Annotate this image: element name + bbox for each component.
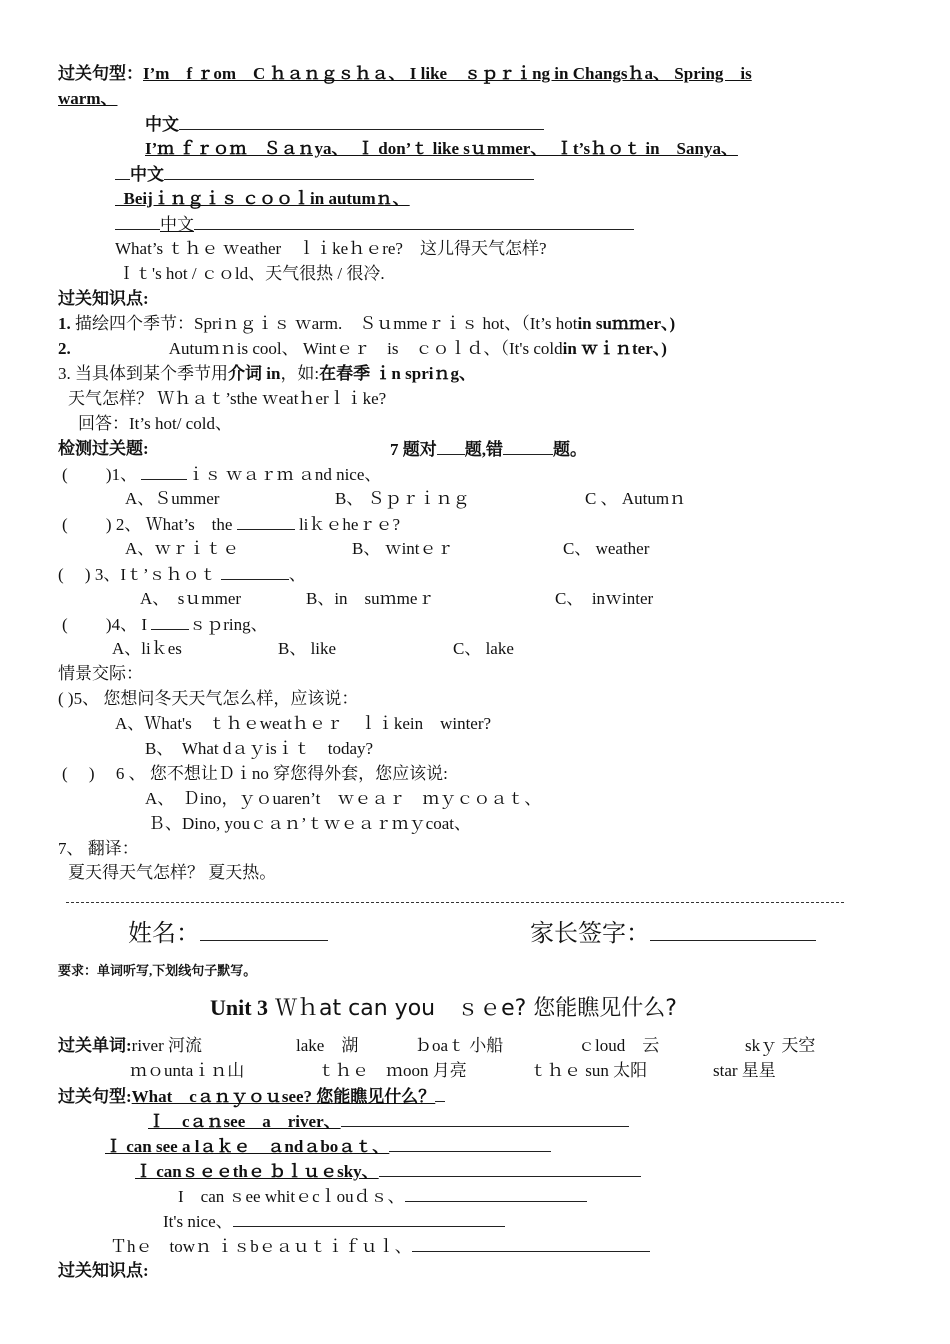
- score-a: 7 题对: [390, 440, 437, 459]
- q1-text: ｉｓ ｗａｒｍ ａnd nice、: [187, 465, 382, 484]
- q4-num: ( )4、 I: [62, 615, 147, 634]
- unit3-sentence-1: [148, 1110, 629, 1133]
- cut-line: [66, 902, 844, 903]
- requirement-note: 要求：单词听写,下划线句子默写。: [58, 963, 257, 978]
- question-2: [62, 513, 400, 536]
- kp1-bold: in suｍｍer、): [577, 314, 676, 333]
- unit3-title: [210, 994, 677, 1023]
- q2-blank[interactable]: [237, 513, 295, 530]
- unit3-sentence-5: [163, 1210, 505, 1233]
- knowledge-point-4: 天气怎样？ Ｗｈａｔ’sthe ｗeatｈerｌｉke?: [68, 389, 387, 408]
- s6-blank[interactable]: [412, 1235, 650, 1252]
- q3-num: ( ) 3、Iｔ’ｓｈｏｔ: [58, 565, 217, 584]
- s5-text: It's nice、: [163, 1212, 233, 1231]
- chinese-blank-2a: [115, 163, 130, 180]
- q2-option-b[interactable]: B、 ｗintｅｒ: [352, 539, 454, 558]
- chinese-blank-2[interactable]: [164, 163, 534, 180]
- unit3-knowledge-label: 过关知识点:: [58, 1261, 149, 1280]
- question-6: ( ) 6 、 您不想让Ｄｉno 穿您得外套，您应该说:: [62, 764, 448, 783]
- knowledge-point-3: [58, 363, 476, 385]
- q3-blank[interactable]: [221, 563, 289, 580]
- score-wrong-blank[interactable]: [503, 438, 553, 455]
- unit3-sentence-label: 过关句型:: [58, 1087, 132, 1106]
- s2-blank[interactable]: [389, 1135, 551, 1152]
- question-5: ( )5、 您想问冬天天气怎么样，应该说：: [58, 689, 359, 708]
- sentence-3: [115, 188, 410, 210]
- q1-blank[interactable]: [141, 463, 187, 480]
- q6-option-b[interactable]: Ｂ、Dino, youｃａｎ’ｔｗｅａｒｍｙcoat、: [148, 814, 471, 833]
- q2-option-c[interactable]: C、 weather: [563, 539, 650, 558]
- word-river: river 河流: [131, 1036, 203, 1055]
- q3-end: 、: [288, 565, 306, 584]
- q3-option-a[interactable]: A、 sｕmmer: [140, 589, 242, 608]
- knowledge-point-5: 回答：It’s hot/ cold、: [78, 414, 232, 433]
- kp3-mid: ，如:: [280, 364, 320, 383]
- chinese-label-1: [145, 113, 544, 136]
- test-label: 检测过关题:: [58, 439, 149, 458]
- unit3-title-bold: Unit 3: [210, 995, 269, 1020]
- q1-num: ( )1、: [62, 465, 138, 484]
- parent-sign-blank[interactable]: [650, 918, 816, 941]
- kp1-num: 1.: [58, 314, 71, 333]
- parent-sign-label: 家长签字：: [530, 921, 650, 947]
- weather-answer: Ｉｔ's hot / ｃｏld、天气很热 / 很冷.: [118, 264, 385, 283]
- kp2-bold: in ｗｉｎter、): [562, 339, 667, 358]
- unit3-words-line-1: [58, 1035, 202, 1057]
- word-sun: ｔｈｅ sun 太阳: [530, 1061, 648, 1080]
- unit3-sentence-line: [58, 1085, 445, 1108]
- sentence-pattern-line-1: [58, 63, 752, 85]
- word-moon: ｔｈｅ ｍoon 月亮: [318, 1061, 467, 1080]
- s1-blank[interactable]: [341, 1110, 629, 1127]
- q4-option-c[interactable]: C、 lake: [453, 639, 514, 658]
- question-7: 7、 翻译：: [58, 839, 139, 858]
- unit3-title-rest: Ｗｈat can you ｓｅe? 您能瞧见什么?: [268, 996, 677, 1021]
- sentence-2: I’ｍ ｆｒｏｍ Ｓａｎya、 Ｉ don’ｔ like sｕmmer、 Ｉt’sｈｏｔ in Sanya、: [145, 139, 738, 158]
- score-right-blank[interactable]: [437, 438, 465, 455]
- kp3-bold2: 在春季 ｉn spriｎg、: [319, 364, 476, 383]
- chinese-label-1-text: 中文: [145, 115, 179, 134]
- s3-blank[interactable]: [379, 1160, 641, 1177]
- q1-option-b[interactable]: B、 Ｓｐｒｉｎｇ: [335, 489, 470, 508]
- s4-blank[interactable]: [405, 1185, 587, 1202]
- s5-blank[interactable]: [233, 1210, 505, 1227]
- kp2-text: Autuｍｎis cool、 Wintｅｒ is ｃｏｌｄ、（It's cold: [168, 339, 563, 358]
- score-line: [390, 438, 587, 461]
- unit3-question: What cａｎｙｏｕsee? 您能瞧见什么？: [131, 1087, 436, 1106]
- q4-blank[interactable]: [151, 613, 189, 630]
- question-1: [62, 463, 381, 486]
- chinese-blank-3[interactable]: [194, 213, 634, 230]
- q2-option-a[interactable]: A、ｗｒｉｔｅ: [125, 539, 240, 558]
- chinese-label-2: [115, 163, 534, 186]
- q5-option-b[interactable]: B、 What dａｙisｉｔ today?: [145, 739, 374, 758]
- unit3-sentence-2: [105, 1135, 551, 1158]
- word-lake: lake 湖: [296, 1036, 359, 1055]
- question-3: [58, 563, 306, 586]
- chinese-label-3-text: 中文: [160, 215, 194, 234]
- chinese-label-2-text: 中文: [130, 165, 164, 184]
- q7-text: 夏天得天气怎样？ 夏天热。: [68, 863, 277, 882]
- s4-text: I can ｓee whitｅcｌouｄｓ、: [178, 1187, 405, 1206]
- q2-num: ( ) 2、 Ｗhat’s the: [62, 515, 233, 534]
- kp2-num: 2.: [58, 339, 71, 358]
- q4-option-a[interactable]: A、liｋes: [112, 639, 182, 658]
- knowledge-label: 过关知识点:: [58, 289, 149, 308]
- chinese-blank-3a: [115, 213, 160, 230]
- sentence-1b: warm、: [58, 89, 118, 108]
- s1-text: Ｉ cａｎsee a river、: [148, 1112, 341, 1131]
- score-b: 题,错: [464, 440, 503, 459]
- unit3-sentence-6: [110, 1235, 650, 1258]
- unit3-words-label: 过关单词:: [58, 1036, 132, 1055]
- s2-text: Ｉ can see a lａｋｅ ａndａboａｔ、: [105, 1137, 390, 1156]
- word-boat: ｂoaｔ 小船: [415, 1036, 504, 1055]
- parent-sign-field: [530, 918, 816, 949]
- q5-option-a[interactable]: A、Ｗhat's ｔｈｅweatｈｅｒ ｌｉkein winter?: [115, 714, 492, 733]
- unit3-sentence-4: [178, 1185, 587, 1208]
- sentence-3-text: Beijｉｎｇｉｓ ｃｏｏｌin autumｎ、: [123, 189, 410, 208]
- kp3-bold: 介词 in: [228, 364, 281, 383]
- situation-label: 情景交际：: [58, 664, 143, 683]
- sentence-1a: I’m f ｒom C ｈａｎｇｓｈａ、 I like ｓｐｒｉng in Changsｈa、 Spring is: [143, 64, 752, 83]
- q3-option-b[interactable]: B、in suｍmeｒ: [306, 589, 435, 608]
- knowledge-point-1: [58, 313, 675, 335]
- word-sky: skｙ 天空: [745, 1036, 816, 1055]
- score-c: 题。: [553, 440, 587, 459]
- q1-option-c[interactable]: C 、 Autumｎ: [585, 489, 687, 508]
- knowledge-point-2: [58, 338, 667, 360]
- name-blank[interactable]: [200, 918, 328, 941]
- q2-text: liｋｅheｒｅ?: [298, 515, 400, 534]
- q6-option-a[interactable]: A、 Ｄino，ｙｏuaren’t ｗｅａｒ ｍｙｃｏａｔ、: [145, 789, 542, 808]
- question-4: [62, 613, 268, 636]
- q4-option-b[interactable]: B、 like: [278, 639, 337, 658]
- q3-option-c[interactable]: C、 inｗinter: [555, 589, 654, 608]
- word-cloud: ｃloud 云: [578, 1036, 660, 1055]
- chinese-label-3: [115, 213, 634, 236]
- s6-text: Ｔhｅ towｎ ｉｓbｅａｕｔｉｆｕｌ、: [110, 1237, 412, 1256]
- chinese-blank-1[interactable]: [179, 113, 544, 130]
- sentence-pattern-label: 过关句型：: [58, 64, 143, 83]
- q1-option-a[interactable]: A、Ｓummer: [125, 489, 220, 508]
- name-field: [128, 918, 328, 949]
- q4-text: ｓｐring、: [189, 615, 268, 634]
- kp3-text: 3. 当具体到某个季节用: [58, 364, 228, 383]
- word-mountain: ｍｏuntaｉｎ山: [130, 1061, 245, 1080]
- s3-text: Ｉ canｓｅｅthｅ ｂｌｕｅsky、: [135, 1162, 379, 1181]
- kp1-text: 描绘四个季节：Spriｎｇｉｓ ｗarm. Ｓｕmmeｒｉｓ hot、（It’s hot: [75, 314, 578, 333]
- unit3-sentence-3: [135, 1160, 641, 1183]
- name-label: 姓名：: [128, 921, 200, 947]
- word-star: star 星星: [713, 1061, 776, 1080]
- weather-question: What’s ｔｈｅ ｗeather ｌｉkeｈｅre? 这儿得天气怎样?: [115, 239, 547, 258]
